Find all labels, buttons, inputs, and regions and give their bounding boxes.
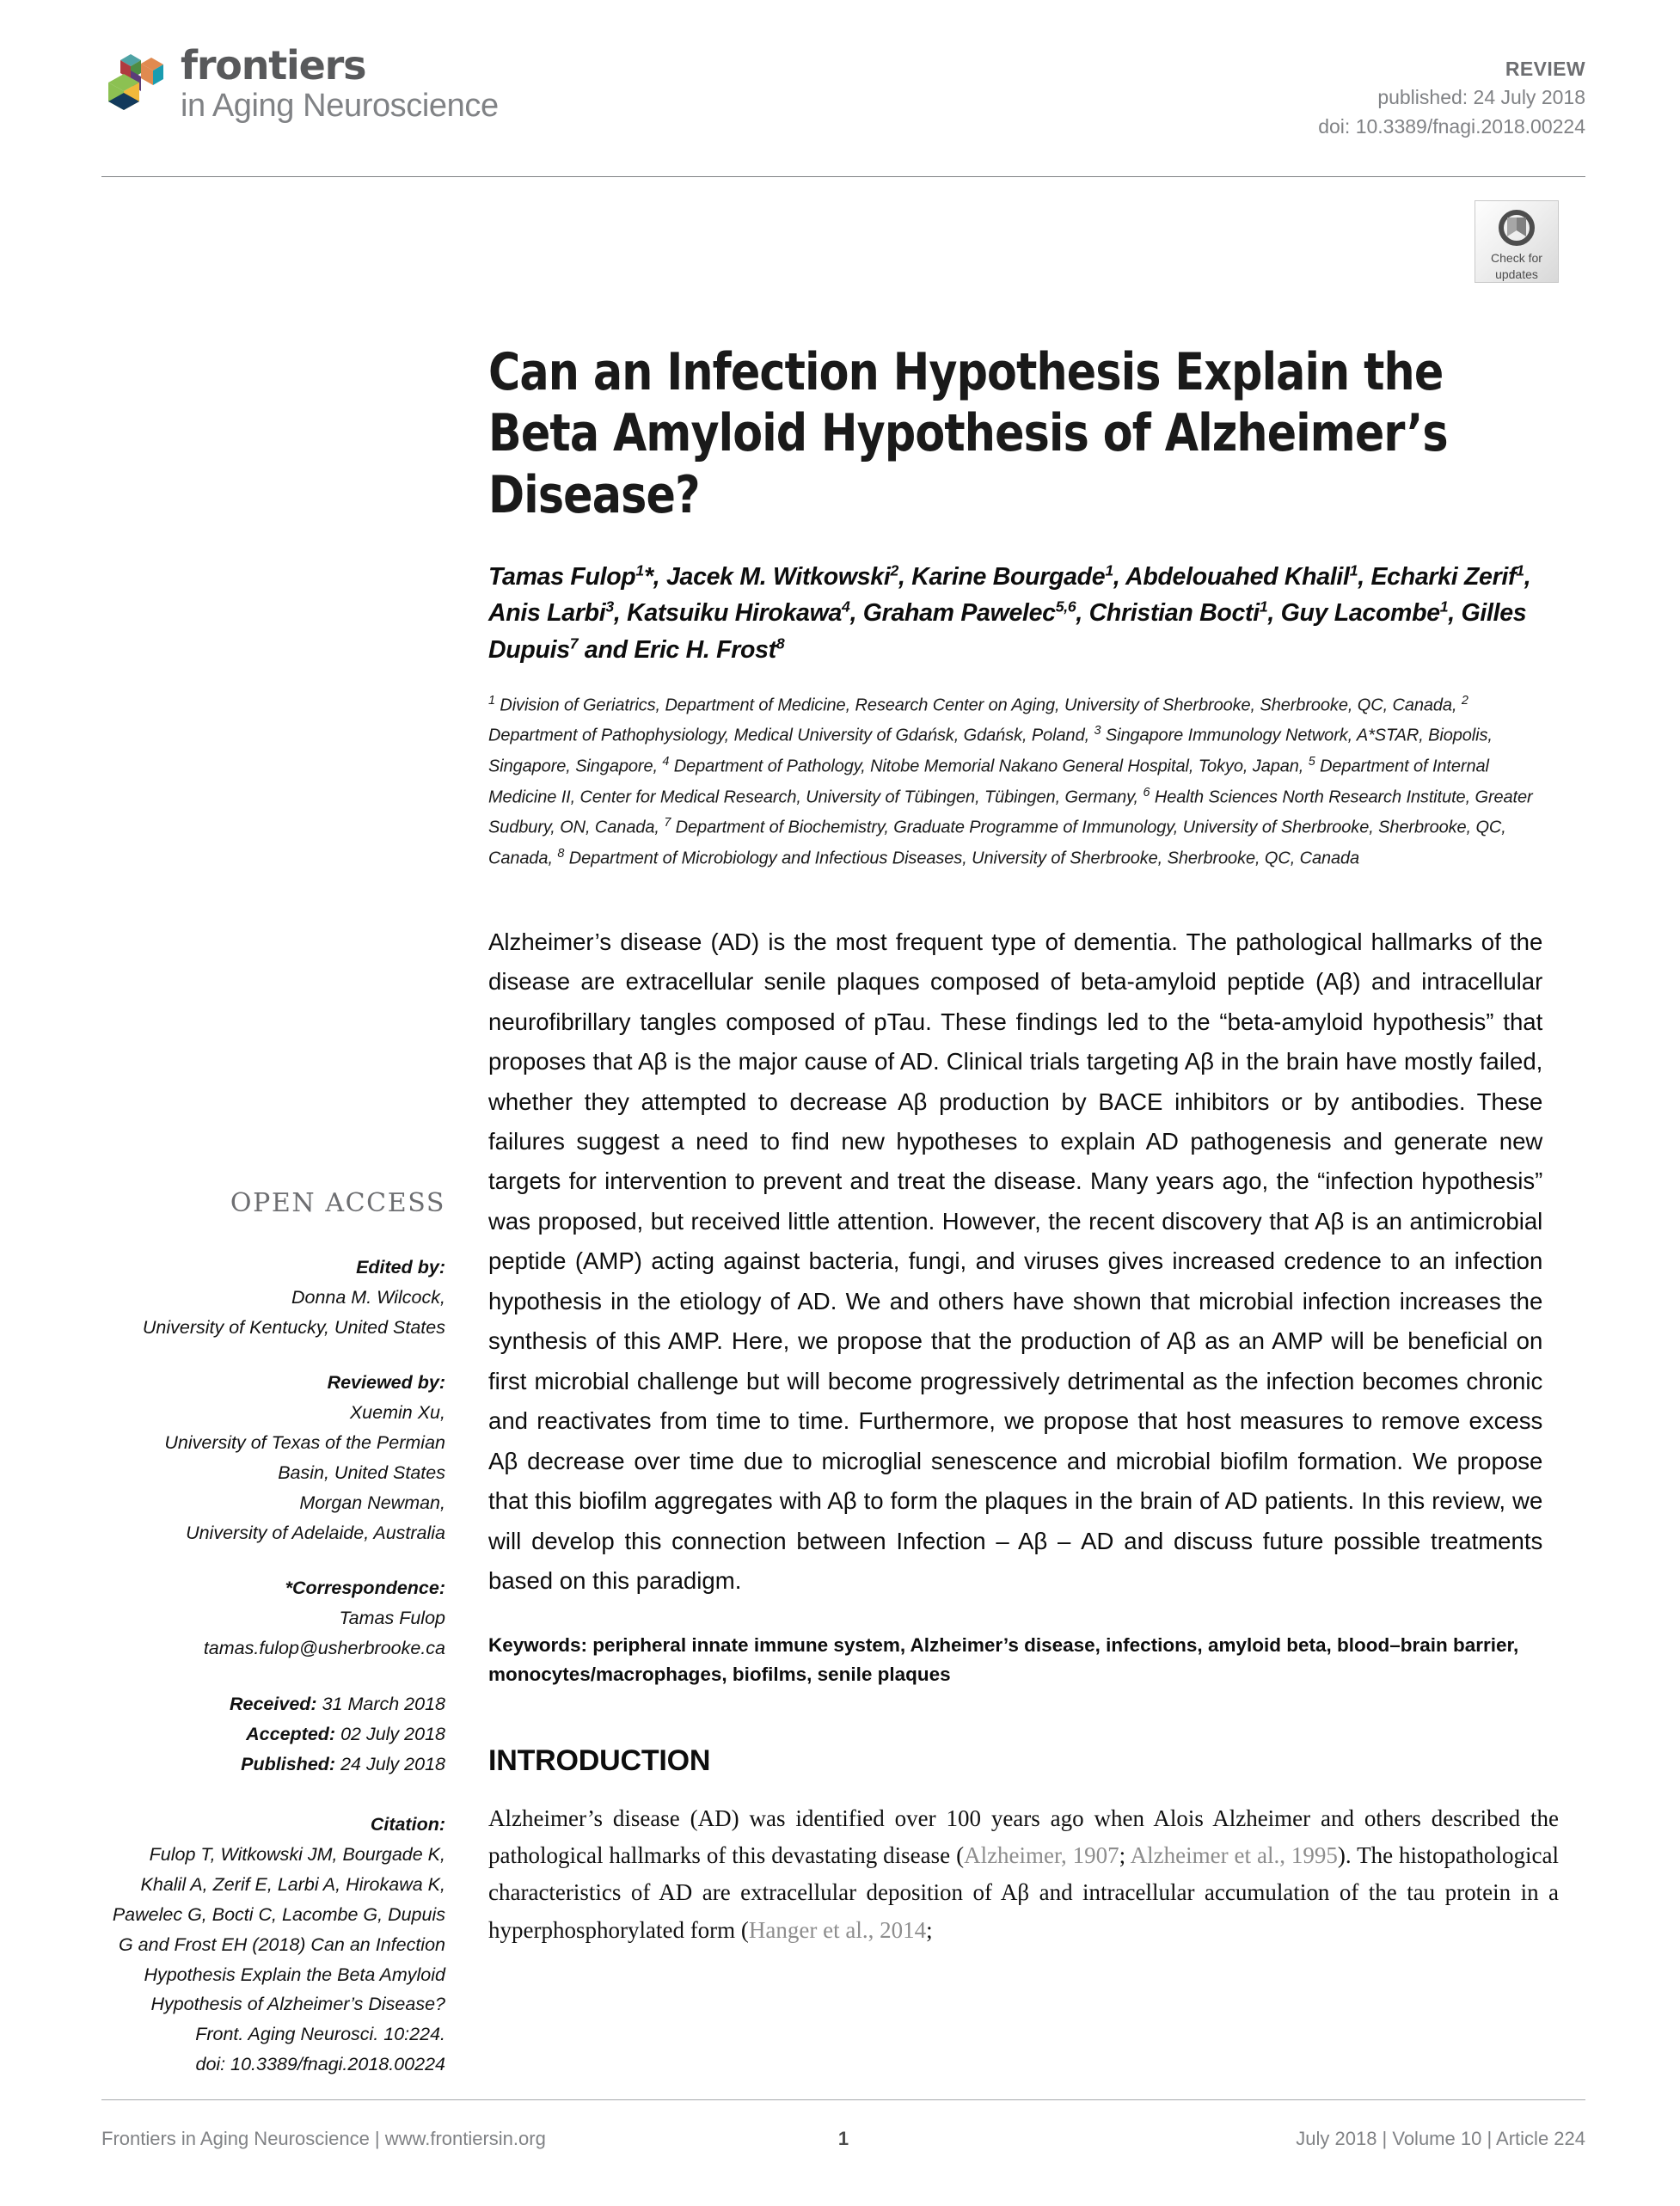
page-title: Can an Infection Hypothesis Explain the Beta Amyloid Hypothesis of Alzheimer’s Disease? (488, 342, 1448, 525)
crossmark-label-line1: Check for (1491, 251, 1542, 265)
published-label: Published: (241, 1753, 336, 1774)
published-date-row (101, 1749, 445, 1780)
reviewer-1-affiliation-line2: Basin, United States (278, 1461, 445, 1483)
footer-volume-info: July 2018 | Volume 10 | Article 224 (1296, 2128, 1585, 2149)
correspondence-label: *Correspondence: (285, 1578, 445, 1599)
frontiers-cubes-icon (101, 48, 172, 124)
logo-journal-text: in Aging Neuroscience (181, 88, 499, 125)
article-sidebar (101, 1188, 445, 2105)
affiliation-list: $^1$ Division of Geriatrics, Department of Medicine, Research Center on Aging, University of Sherbrooke, Sherbrooke, QC, Canada, $^2$ Department of Pathophysiology, Medical University of Gdańsk, Gdańsk, Poland, $^3$ Singapore Immunology Network, A*STAR, Biopolis, Singapore, Singapore, $^4$ Department of Pathology, Nitobe Memorial Nakano General Hospital, Tokyo, Japan, $^5$ Department of Internal Medicine II, Center for Medical Research, University of Tübingen, Tübingen, Germany, $^6$ Health Sciences North Research Institute, Greater Sudbury, ON, Canada, $^7$ Department of Biochemistry, Graduate Programme of Immunology, University of Sherbrooke, Sherbrooke, QC, Canada, $^8$ Department of Microbiology and Infectious Diseases, University of Sherbrooke, Sherbrooke, QC, Canada (488, 693, 1533, 868)
article-main-column (488, 342, 1559, 1949)
edited-by-group (101, 1253, 445, 1342)
reviewer-2-name: Morgan Newman, (299, 1492, 445, 1513)
accepted-label: Accepted: (246, 1723, 336, 1744)
accepted-date-row (101, 1719, 445, 1749)
correspondence-group (101, 1573, 445, 1663)
correspondence-name: Tamas Fulop (339, 1608, 445, 1629)
logo-brand-text: frontiers (181, 42, 366, 89)
received-label: Received: (229, 1693, 317, 1714)
keywords-text: Keywords: peripheral innate immune system, Alzheimer’s disease, infections, amyloid beta, blood–brain barrier, monocytes/macrophages, biofilms, senile plaques (488, 1633, 1519, 1685)
article-type: REVIEW (1505, 58, 1585, 80)
reviewer-1-affiliation-line1: University of Texas of the Permian (164, 1432, 445, 1454)
received-value: 31 March 2018 (322, 1693, 445, 1714)
citation-body: Fulop T, Witkowski JM, Bourgade K, Khalil A, Zerif E, Larbi A, Hirokawa K, Pawelec G, Bocti C, Lacombe G, Dupuis G and Frost EH (2018) Can an Infection Hypothesis Explain the Beta Amyloid Hypothesis of Alzheimer’s Disease? (112, 1844, 445, 2015)
footer-page-number: 1 (837, 2128, 849, 2149)
page-header (101, 42, 1585, 148)
footer-journal-link[interactable]: Frontiers in Aging Neuroscience | www.frontiersin.org (101, 2128, 546, 2149)
reviewer-1-name: Xuemin Xu, (349, 1402, 445, 1424)
reviewed-by-label: Reviewed by: (327, 1372, 445, 1394)
editor-affiliation: University of Kentucky, United States (142, 1316, 445, 1338)
section-heading-introduction: INTRODUCTION (488, 1743, 711, 1777)
editor-name: Donna M. Wilcock, (291, 1286, 445, 1308)
citation-doi[interactable]: doi: 10.3389/fnagi.2018.00224 (195, 2054, 445, 2075)
reviewer-2-affiliation: University of Adelaide, Australia (186, 1522, 445, 1543)
accepted-value: 02 July 2018 (340, 1723, 445, 1744)
published-value: 24 July 2018 (340, 1753, 445, 1774)
header-divider (101, 176, 1585, 177)
edited-by-label: Edited by: (356, 1257, 445, 1278)
crossmark-icon (1496, 207, 1537, 248)
published-date: published: 24 July 2018 (1377, 86, 1585, 109)
citation-label: Citation: (370, 1814, 445, 1835)
footer-divider (101, 2099, 1585, 2100)
abstract-text: Alzheimer’s disease (AD) is the most frequent type of dementia. The pathological hallmarks of the disease are extracellular senile plaques composed of beta-amyloid peptide (Aβ) and intracellular neurofibrillary tangles composed of pTau. These findings led to the “beta-amyloid hypothesis” that proposes that Aβ is the major cause of AD. Clinical trials targeting Aβ in the brain have mostly failed, whether they attempted to decrease Aβ production by BACE inhibitors or by antibodies. These failures suggest a need to find new hypotheses to explain AD pathogenesis and generate new targets for intervention to prevent and treat the disease. Many years ago, the “infection hypothesis” was proposed, but received little attention. However, the recent discovery that Aβ is an antimicrobial peptide (AMP) acting against bacteria, fungi, and viruses gives increased credence to an infection hypothesis in the etiology of AD. We and others have shown that microbial infection increases the synthesis of this AMP. Here, we propose that the production of Aβ as an AMP will be beneficial on first microbial challenge but will become progressively detrimental as the infection becomes chronic and reactivates from time to time. Furthermore, we propose that host measures to remove excess Aβ decrease over time due to microglial senescence and microbial biofilm formation. We propose that this biofilm aggregates with Aβ to form the plaques in the brain of AD patients. In this review, we will develop this connection between Infection – Aβ – AD and discuss future possible treatments based on this paradigm. (488, 928, 1543, 1595)
crossmark-label-line2: updates (1495, 267, 1538, 282)
correspondence-email[interactable]: tamas.fulop@usherbrooke.ca (203, 1638, 445, 1659)
page-footer (101, 2122, 1585, 2156)
introduction-paragraph: Alzheimer’s disease (AD) was identified over 100 years ago when Alois Alzheimer and others described the pathological hallmarks of this devastating disease (Alzheimer, 1907; Alzheimer et al., 1995). The histopathological characteristics of AD are extracellular deposition of Aβ and intracellular accumulation of the tau protein in a hyperphosphorylated form (Hanger et al., 2014; (488, 1805, 1560, 1943)
citation-group (101, 1810, 445, 2079)
reviewed-by-group (101, 1368, 445, 1547)
crossmark-badge[interactable] (1475, 200, 1559, 283)
received-date-row (101, 1689, 445, 1719)
doi-text[interactable]: doi: 10.3389/fnagi.2018.00224 (1318, 114, 1585, 138)
header-metadata (1318, 55, 1585, 141)
open-access-badge: OPEN ACCESS (230, 1188, 445, 1218)
publication-dates-group (101, 1689, 445, 1779)
citation-journal: Front. Aging Neurosci. 10:224. (195, 2024, 445, 2045)
journal-logo[interactable] (101, 42, 499, 125)
author-list: Tamas Fulop$^1$*, Jacek M. Witkowski$^2$, Karine Bourgade$^1$, Abdelouahed Khalil$^1$, Echarki Zerif$^1$, Anis Larbi$^3$, Katsuiku Hirokawa$^4$, Graham Pawelec$^{5,6}$, Christian Bocti$^1$, Guy Lacombe$^1$, Gilles Dupuis$^7$ and Eric H. Frost$^8$ (488, 561, 1531, 664)
